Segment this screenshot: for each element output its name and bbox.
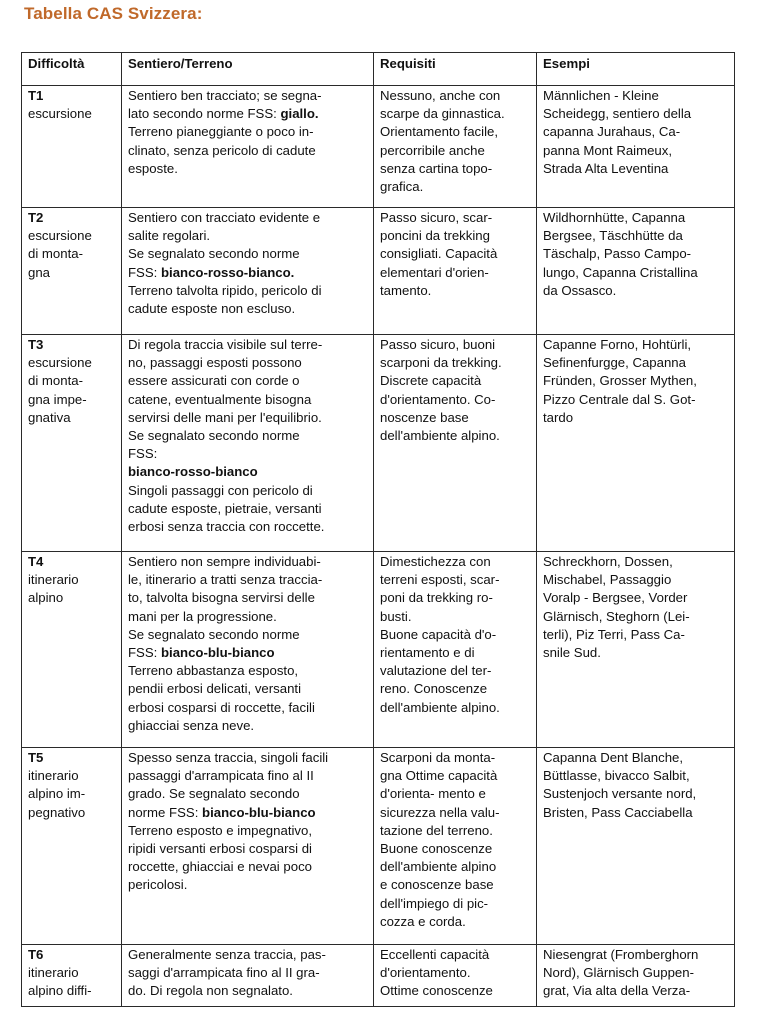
trail-marking: bianco-rosso-bianco.	[160, 264, 295, 280]
difficulty-level: T2	[28, 210, 44, 225]
requisiti-line: gna Ottime capacità	[380, 768, 498, 784]
difficulty-name-line: escursione	[28, 228, 92, 244]
trail-marking: bianco-blu-bianco	[202, 804, 316, 820]
terreno-line	[128, 840, 368, 858]
requisiti-line: sicurezza nella valu-	[380, 804, 500, 820]
terreno-text: salite regolari.	[128, 228, 211, 244]
requisiti-line: Buone capacità d'o-	[380, 626, 497, 642]
terreno-text: FSS:	[128, 645, 161, 661]
terreno-text: no, passaggi esposti possono	[128, 355, 302, 371]
terreno-line	[128, 245, 368, 263]
esempi-line: da Ossasco.	[543, 282, 617, 298]
esempi-line: capanna Jurahaus, Ca-	[543, 124, 681, 140]
terreno-cell	[122, 748, 374, 945]
terreno-line	[128, 372, 368, 390]
requisiti-cell	[374, 945, 537, 1007]
esempi-cell	[537, 335, 735, 552]
terreno-cell	[122, 208, 374, 335]
terreno-line	[128, 626, 368, 644]
requisiti-line: elementari d'orien-	[380, 264, 489, 280]
terreno-line	[128, 982, 368, 1000]
requisiti-line: terreni esposti, scar-	[380, 572, 500, 588]
terreno-line	[128, 105, 368, 123]
esempi-line: Strada Alta Leventina	[543, 160, 669, 176]
terreno-text: catene, eventualmente bisogna	[128, 391, 312, 407]
terreno-text: saggi d'arrampicata fino al II gra-	[128, 965, 320, 981]
terreno-line	[128, 209, 368, 227]
terreno-text: to, talvolta bisogna servirsi delle	[128, 590, 315, 606]
terreno-line	[128, 571, 368, 589]
terreno-line	[128, 445, 368, 463]
requisiti-cell	[374, 552, 537, 748]
requisiti-line: Scarponi da monta-	[380, 750, 496, 765]
terreno-line	[128, 160, 368, 178]
requisiti-line: scarponi da trekking.	[380, 355, 502, 371]
requisiti-line: Buone conoscenze	[380, 841, 493, 857]
terreno-line	[128, 644, 368, 662]
trail-marking: giallo.	[280, 106, 319, 122]
terreno-line	[128, 336, 368, 354]
requisiti-line: Passo sicuro, buoni	[380, 337, 496, 352]
requisiti-line: tazione del terreno.	[380, 822, 493, 838]
requisiti-line: Nessuno, anche con	[380, 88, 501, 103]
header-sentiero-terreno: Sentiero/Terreno	[122, 53, 374, 86]
esempi-line: snile Sud.	[543, 645, 601, 661]
terreno-text: do. Di regola non segnalato.	[128, 983, 293, 999]
difficulty-name-line: itinerario	[28, 768, 79, 784]
requisiti-line: Orientamento facile,	[380, 124, 499, 140]
difficulty-name-line: itinerario	[28, 965, 79, 981]
esempi-line: Bergsee, Täschhütte da	[543, 228, 683, 244]
terreno-text: cadute esposte non escluso.	[128, 301, 296, 317]
terreno-line	[128, 589, 368, 607]
terreno-line	[128, 699, 368, 717]
terreno-line	[128, 946, 368, 964]
terreno-line	[128, 500, 368, 518]
table-header-row	[22, 53, 735, 86]
terreno-text: FSS:	[128, 446, 158, 462]
esempi-line: Scheidegg, sentiero della	[543, 106, 692, 122]
difficulty-level: T1	[28, 88, 44, 103]
requisiti-line: consigliati. Capacità	[380, 246, 498, 262]
esempi-line: terli), Piz Terri, Pass Ca-	[543, 626, 685, 642]
difficulty-name-line: escursione	[28, 355, 92, 371]
terreno-line	[128, 264, 368, 282]
table-row	[22, 208, 735, 335]
requisiti-line: cozza e corda.	[380, 913, 466, 929]
requisiti-line: reno. Conoscenze	[380, 681, 488, 697]
terreno-line	[128, 227, 368, 245]
requisiti-line: senza cartina topo-	[380, 160, 493, 176]
esempi-line: Nord), Glärnisch Guppen-	[543, 965, 694, 981]
terreno-line	[128, 518, 368, 536]
difficulty-level: T6	[28, 947, 44, 962]
terreno-line	[128, 354, 368, 372]
requisiti-cell	[374, 335, 537, 552]
terreno-line	[128, 142, 368, 160]
esempi-cell	[537, 945, 735, 1007]
esempi-line: Sefinenfurgge, Capanna	[543, 355, 686, 371]
terreno-line	[128, 391, 368, 409]
terreno-line	[128, 463, 368, 481]
esempi-line: Capanne Forno, Hohtürli,	[543, 337, 692, 352]
difficulty-name-line: alpino	[28, 590, 64, 606]
esempi-line: Fründen, Grosser Mythen,	[543, 373, 697, 389]
terreno-line	[128, 87, 368, 105]
esempi-line: Capanna Dent Blanche,	[543, 750, 684, 765]
terreno-cell	[122, 945, 374, 1007]
requisiti-line: dell'ambiente alpino.	[380, 699, 500, 715]
difficulty-cell	[22, 208, 122, 335]
requisiti-line: Discrete capacità	[380, 373, 482, 389]
requisiti-line: grafica.	[380, 179, 424, 195]
difficulty-cell	[22, 552, 122, 748]
terreno-text: Sentiero con tracciato evidente e	[128, 210, 321, 225]
terreno-line	[128, 964, 368, 982]
terreno-line	[128, 822, 368, 840]
requisiti-cell	[374, 86, 537, 208]
terreno-line	[128, 717, 368, 735]
terreno-text: grado. Se segnalato secondo	[128, 786, 300, 802]
terreno-text: Sentiero ben tracciato; se segna-	[128, 88, 322, 103]
terreno-text: erbosi cosparsi di roccette, facili	[128, 699, 315, 715]
esempi-line: Mischabel, Passaggio	[543, 572, 672, 588]
terreno-line	[128, 876, 368, 894]
esempi-line: Täschalp, Passo Campo-	[543, 246, 692, 262]
terreno-text: roccette, ghiacciai e nevai poco	[128, 859, 313, 875]
requisiti-line: d'orienta- mento e	[380, 786, 486, 802]
requisiti-line: d'orientamento. Co-	[380, 391, 496, 407]
esempi-cell	[537, 86, 735, 208]
terreno-text: servirsi delle mani per l'equilibrio.	[128, 409, 322, 425]
esempi-line: panna Mont Raimeux,	[543, 142, 673, 158]
terreno-text: Singoli passaggi con pericolo di	[128, 482, 313, 498]
terreno-text: Generalmente senza traccia, pas-	[128, 947, 326, 962]
difficulty-cell	[22, 86, 122, 208]
requisiti-line: e conoscenze base	[380, 877, 494, 893]
esempi-line: Glärnisch, Steghorn (Lei-	[543, 608, 690, 624]
esempi-line: Pizzo Centrale dal S. Got-	[543, 391, 696, 407]
header-esempi: Esempi	[537, 53, 735, 86]
terreno-text: Terreno abbastanza esposto,	[128, 663, 299, 679]
esempi-line: Büttlasse, bivacco Salbit,	[543, 768, 690, 784]
difficulty-name-line: gna	[28, 264, 51, 280]
terreno-line	[128, 858, 368, 876]
terreno-cell	[122, 552, 374, 748]
terreno-text: lato secondo norme FSS:	[128, 106, 281, 122]
terreno-text: erbosi senza traccia con roccette.	[128, 519, 325, 535]
esempi-line: Schreckhorn, Dossen,	[543, 554, 673, 569]
terreno-line	[128, 749, 368, 767]
requisiti-line: poncini da trekking	[380, 228, 490, 244]
terreno-text: Terreno talvolta ripido, pericolo di	[128, 282, 322, 298]
esempi-line: grat, Via alta della Verza-	[543, 983, 691, 999]
table-row	[22, 86, 735, 208]
terreno-line	[128, 662, 368, 680]
terreno-text: clinato, senza pericolo di cadute	[128, 142, 316, 158]
terreno-text: Di regola traccia visibile sul terre-	[128, 337, 323, 352]
terreno-text: norme FSS:	[128, 804, 203, 820]
esempi-line: Wildhornhütte, Capanna	[543, 210, 686, 225]
esempi-line: Männlichen - Kleine	[543, 88, 659, 103]
difficulty-level: T4	[28, 554, 44, 569]
difficulty-name-line: itinerario	[28, 572, 79, 588]
table-row	[22, 748, 735, 945]
terreno-line	[128, 282, 368, 300]
difficulty-cell	[22, 945, 122, 1007]
requisiti-line: noscenze base	[380, 409, 469, 425]
requisiti-line: scarpe da ginnastica.	[380, 106, 505, 122]
terreno-text: cadute esposte, pietraie, versanti	[128, 500, 322, 516]
terreno-text: FSS:	[128, 264, 161, 280]
requisiti-line: tamento.	[380, 282, 432, 298]
terreno-line	[128, 123, 368, 141]
terreno-text: Se segnalato secondo norme	[128, 626, 300, 642]
table-row	[22, 335, 735, 552]
terreno-text: Terreno pianeggiante o poco in-	[128, 124, 314, 140]
requisiti-line: rientamento e di	[380, 645, 475, 661]
requisiti-line: dell'ambiente alpino	[380, 859, 497, 875]
table-row	[22, 552, 735, 748]
difficulty-name-line: escursione	[28, 106, 92, 122]
terreno-text: le, itinerario a tratti senza traccia-	[128, 572, 323, 588]
terreno-text: pendii erbosi delicati, versanti	[128, 681, 301, 697]
terreno-cell	[122, 86, 374, 208]
esempi-line: tardo	[543, 409, 574, 425]
requisiti-line: Dimestichezza con	[380, 554, 491, 569]
terreno-text: Sentiero non sempre individuabi-	[128, 554, 321, 569]
trail-marking: bianco-blu-bianco	[160, 645, 275, 661]
requisiti-cell	[374, 748, 537, 945]
difficulty-name-line: di monta-	[28, 373, 83, 389]
requisiti-cell	[374, 208, 537, 335]
terreno-text: mani per la progressione.	[128, 608, 277, 624]
difficulty-name-line: alpino im-	[28, 786, 86, 802]
requisiti-line: Eccellenti capacità	[380, 947, 490, 962]
terreno-line	[128, 427, 368, 445]
terreno-line	[128, 553, 368, 571]
requisiti-line: d'orientamento.	[380, 965, 471, 981]
terreno-text: passaggi d'arrampicata fino al II	[128, 768, 314, 784]
esempi-cell	[537, 552, 735, 748]
difficulty-name-line: pegnativo	[28, 804, 86, 820]
terreno-line	[128, 785, 368, 803]
requisiti-line: Passo sicuro, scar-	[380, 210, 493, 225]
terreno-text: essere assicurati con corde o	[128, 373, 300, 389]
terreno-text: ghiacciai senza neve.	[128, 717, 255, 733]
esempi-line: Bristen, Pass Cacciabella	[543, 804, 693, 820]
esempi-line: Sustenjoch versante nord,	[543, 786, 697, 802]
header-difficolta: Difficoltà	[22, 53, 122, 86]
requisiti-line: busti.	[380, 608, 412, 624]
terreno-line	[128, 482, 368, 500]
terreno-text: Terreno esposto e impegnativo,	[128, 822, 312, 838]
esempi-cell	[537, 748, 735, 945]
terreno-text: Se segnalato secondo norme	[128, 246, 300, 262]
terreno-text: Spesso senza traccia, singoli facili	[128, 750, 329, 765]
requisiti-line: percorribile anche	[380, 142, 485, 158]
terreno-line	[128, 680, 368, 698]
table-row	[22, 945, 735, 1007]
terreno-line	[128, 409, 368, 427]
terreno-text: ripidi versanti erbosi cosparsi di	[128, 841, 312, 857]
esempi-cell	[537, 208, 735, 335]
trail-marking: bianco-rosso-bianco	[128, 464, 258, 480]
terreno-line	[128, 767, 368, 785]
terreno-text: Se segnalato secondo norme	[128, 428, 300, 444]
requisiti-line: dell'impiego di pic-	[380, 895, 489, 911]
header-requisiti: Requisiti	[374, 53, 537, 86]
difficulty-cell	[22, 748, 122, 945]
requisiti-line: poni da trekking ro-	[380, 590, 493, 606]
terreno-line	[128, 608, 368, 626]
terreno-text: pericolosi.	[128, 877, 188, 893]
terreno-cell	[122, 335, 374, 552]
terreno-line	[128, 804, 368, 822]
page-title: Tabella CAS Svizzera:	[24, 4, 203, 23]
difficulty-name-line: gnativa	[28, 409, 71, 425]
difficulty-table	[21, 52, 735, 1007]
requisiti-line: Ottime conoscenze	[380, 983, 493, 999]
requisiti-line: dell'ambiente alpino.	[380, 428, 500, 444]
esempi-line: lungo, Capanna Cristallina	[543, 264, 698, 280]
difficulty-name-line: di monta-	[28, 246, 83, 262]
difficulty-name-line: alpino diffi-	[28, 983, 92, 999]
difficulty-cell	[22, 335, 122, 552]
difficulty-level: T3	[28, 337, 44, 352]
esempi-line: Niesengrat (Fromberghorn	[543, 947, 699, 962]
esempi-line: Voralp - Bergsee, Vorder	[543, 590, 688, 606]
requisiti-line: valutazione del ter-	[380, 663, 492, 679]
difficulty-name-line: gna impe-	[28, 391, 87, 407]
terreno-text: esposte.	[128, 160, 178, 176]
terreno-line	[128, 300, 368, 318]
difficulty-level: T5	[28, 750, 44, 765]
